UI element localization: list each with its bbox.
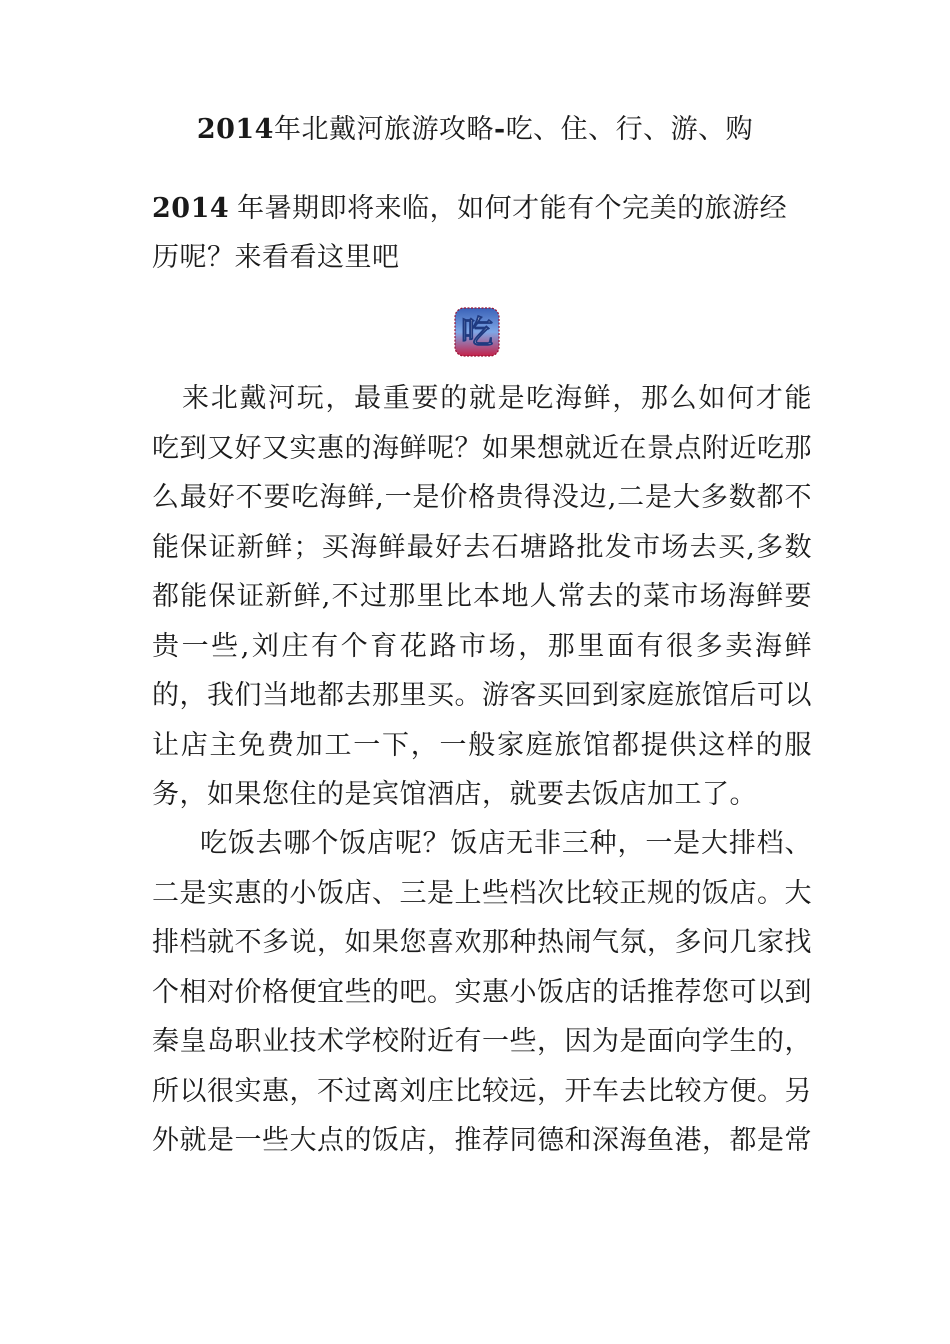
section-badge-eat	[452, 304, 502, 360]
title-text: 年北戴河旅游攻略	[273, 114, 494, 145]
intro-year: 2014	[152, 193, 230, 224]
title-year: 2014	[196, 114, 274, 145]
title-tail: 吃、住、行、游、购	[505, 114, 754, 145]
document-title	[0, 108, 950, 152]
title-dash: -	[493, 114, 506, 145]
body-paragraph-1: 来北戴河玩，最重要的就是吃海鲜，那么如何才能吃到又好又实惠的海鲜呢？如果想就近在景点附近吃那么最好不要吃海鲜,一是价格贵得没边,二是大多数都不能保证新鲜；买海鲜最好去石塘路批发市场去买,多数都能保证新鲜,不过那里比本地人常去的菜市场海鲜要贵一些,刘庄有个育花路市场，那里面有很多卖海鲜的，我们当地都去那里买。游客买回到家庭旅馆后可以让店主免费加工一下，一般家庭旅馆都提供这样的服务，如果您住的是宾馆酒店，就要去饭店加工了。	[152, 383, 812, 810]
body-paragraph-2: 吃饭去哪个饭店呢？饭店无非三种，一是大排档、二是实惠的小饭店、三是上些档次比较正规的饭店。大排档就不多说，如果您喜欢那种热闹气氛，多问几家找个相对价格便宜些的吧。实惠小饭店的话推荐您可以到秦皇岛职业技术学校附近有一些，因为是面向学生的，所以很实惠，不过离刘庄比较远，开车去比较方便。另外就是一些大点的饭店，推荐同德和深海鱼港，都是常	[152, 828, 812, 1156]
intro-paragraph	[152, 184, 812, 282]
section-badge-char: 吃	[460, 313, 494, 351]
intro-text: 年暑期即将来临，如何才能有个完美的旅游经历呢？来看看这里吧	[152, 193, 788, 273]
